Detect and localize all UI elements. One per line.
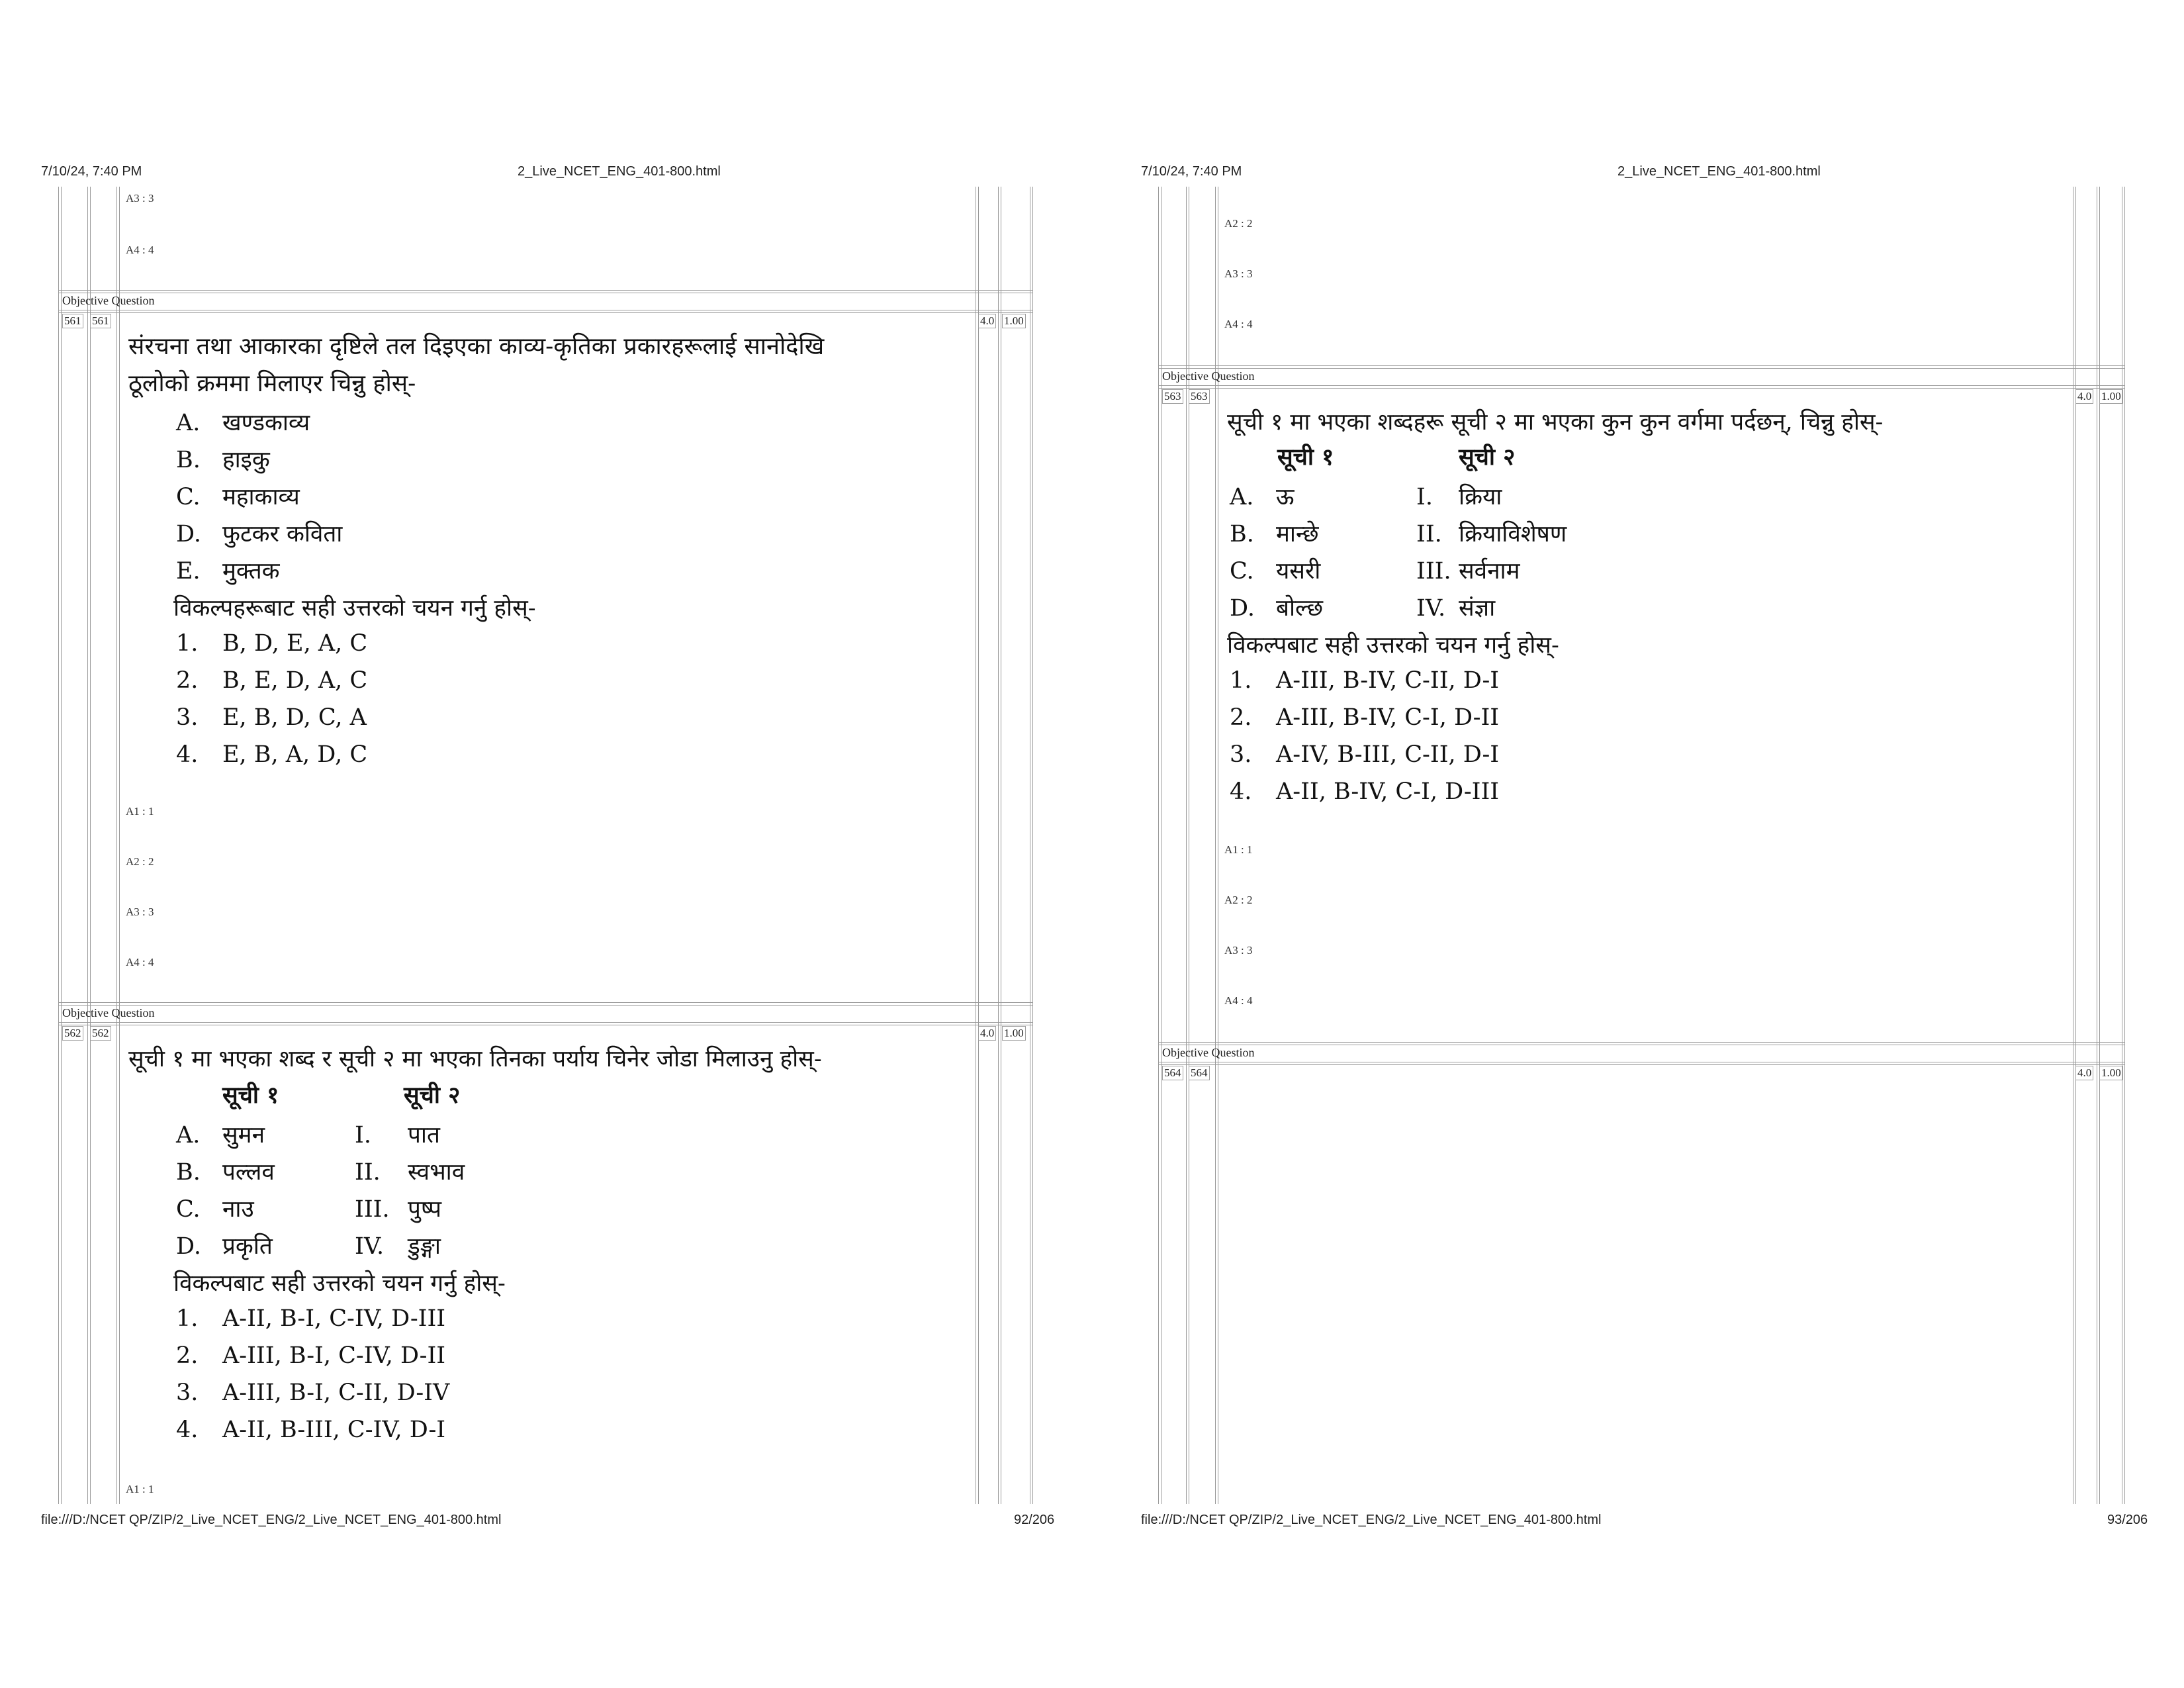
question-serial: 562 [62, 1026, 83, 1041]
list-item: A. खण्डकाव्य [176, 410, 310, 436]
question-id: 564 [1189, 1066, 1210, 1080]
option: 3. A-IV, B-III, C-II, D-I [1230, 741, 1500, 768]
question-stem: सूची १ मा भएका शब्दहरू सूची २ मा भएका कुन कुन वर्गमा पर्दछन्, चिन्नु होस्- [1227, 409, 1884, 436]
footer-page-number: 92/206 [1014, 1513, 1055, 1527]
answer-option: A1 : 1 [1224, 843, 1253, 856]
option: 1. A-II, B-I, C-IV, D-III [176, 1305, 446, 1332]
answer-option: A3 : 3 [1224, 944, 1253, 957]
option: 4. A-II, B-IV, C-I, D-III [1230, 778, 1500, 805]
section-label: Objective Question [62, 294, 155, 307]
match-row: C. नाउ III. पुष्प [176, 1196, 442, 1223]
option: 4. A-II, B-III, C-IV, D-I [176, 1417, 446, 1443]
marks: 4.0 [978, 1026, 996, 1041]
footer-path: file:///D:/NCET QP/ZIP/2_Live_NCET_ENG/2_Live_NCET_ENG_401-800.html [41, 1513, 502, 1527]
header-title: 2_Live_NCET_ENG_401-800.html [1617, 164, 1821, 179]
list-item: E. मुक्तक [176, 558, 280, 585]
column-head-list1: सूची १ [1277, 444, 1334, 471]
instruction: विकल्पहरूबाट सही उत्तरको चयन गर्नु होस्- [173, 595, 536, 622]
answer-option: A4 : 4 [1224, 318, 1253, 330]
instruction: विकल्पबाट सही उत्तरको चयन गर्नु होस्- [173, 1270, 506, 1297]
answer-option: A1 : 1 [126, 805, 154, 818]
answer-option: A3 : 3 [126, 906, 154, 918]
instruction: विकल्पबाट सही उत्तरको चयन गर्नु होस्- [1227, 632, 1559, 659]
option: 4. E, B, A, D, C [176, 741, 368, 768]
marks: 4.0 [2075, 389, 2093, 404]
match-row: D. प्रकृति IV. डुङ्गा [176, 1233, 441, 1260]
answer-option: A3 : 3 [1224, 267, 1253, 280]
section-label: Objective Question [1162, 369, 1255, 383]
marks: 4.0 [978, 314, 996, 328]
match-row: A. सुमन I. पात [176, 1122, 440, 1149]
option: 1. A-III, B-IV, C-II, D-I [1230, 667, 1500, 694]
section-label: Objective Question [62, 1006, 155, 1019]
answer-option: A3 : 3 [126, 192, 154, 205]
question-serial: 563 [1162, 389, 1183, 404]
answer-option: A4 : 4 [126, 956, 154, 968]
header-title: 2_Live_NCET_ENG_401-800.html [518, 164, 721, 179]
column-head-list2: सूची २ [1459, 444, 1516, 471]
footer-path: file:///D:/NCET QP/ZIP/2_Live_NCET_ENG/2_Live_NCET_ENG_401-800.html [1141, 1513, 1602, 1527]
match-row: D. बोल्छ IV. संज्ञा [1230, 595, 1496, 622]
list-item: B. हाइकु [176, 447, 270, 473]
negative-marks: 1.00 [1002, 1026, 1026, 1041]
negative-marks: 1.00 [1002, 314, 1026, 328]
option: 2. A-III, B-IV, C-I, D-II [1230, 704, 1500, 731]
answer-option: A2 : 2 [126, 855, 154, 868]
option: 1. B, D, E, A, C [176, 630, 368, 657]
right-page [1092, 0, 2184, 1688]
answer-option: A4 : 4 [126, 244, 154, 256]
answer-option: A2 : 2 [1224, 894, 1253, 906]
option: 2. B, E, D, A, C [176, 667, 368, 694]
question-stem: सूची १ मा भएका शब्द र सूची २ मा भएका तिनका पर्याय चिनेर जोडा मिलाउनु होस्- [128, 1046, 822, 1072]
negative-marks: 1.00 [2099, 389, 2123, 404]
match-row: B. मान्छे II. क्रियाविशेषण [1230, 521, 1567, 547]
option: 3. A-III, B-I, C-II, D-IV [176, 1380, 450, 1406]
question-serial: 564 [1162, 1066, 1183, 1080]
match-row: A. ऊ I. क्रिया [1230, 484, 1502, 510]
header-date: 7/10/24, 7:40 PM [1141, 164, 1242, 179]
negative-marks: 1.00 [2099, 1066, 2123, 1080]
answer-option: A2 : 2 [1224, 217, 1253, 230]
column-head-list2: सूची २ [404, 1082, 461, 1109]
question-stem-line1: संरचना तथा आकारका दृष्टिले तल दिइएका काव्य-कृतिका प्रकारहरूलाई सानोदेखि [128, 333, 825, 360]
answer-option: A4 : 4 [1224, 994, 1253, 1007]
question-stem-line2: ठूलोको क्रममा मिलाएर चिन्नु होस्- [128, 370, 416, 397]
section-label: Objective Question [1162, 1046, 1255, 1059]
footer-page-number: 93/206 [2107, 1513, 2148, 1527]
answer-option: A1 : 1 [126, 1483, 154, 1495]
match-row: B. पल्लव II. स्वभाव [176, 1159, 465, 1186]
header-date: 7/10/24, 7:40 PM [41, 164, 142, 179]
column-head-list1: सूची १ [222, 1082, 279, 1109]
question-id: 563 [1189, 389, 1210, 404]
match-row: C. यसरी III. सर्वनाम [1230, 558, 1520, 585]
question-id: 562 [90, 1026, 111, 1041]
marks: 4.0 [2075, 1066, 2093, 1080]
question-id: 561 [90, 314, 111, 328]
list-item: D. फुटकर कविता [176, 521, 343, 547]
question-serial: 561 [62, 314, 83, 328]
list-item: C. महाकाव्य [176, 484, 300, 510]
option: 3. E, B, D, C, A [176, 704, 367, 731]
option: 2. A-III, B-I, C-IV, D-II [176, 1342, 446, 1369]
